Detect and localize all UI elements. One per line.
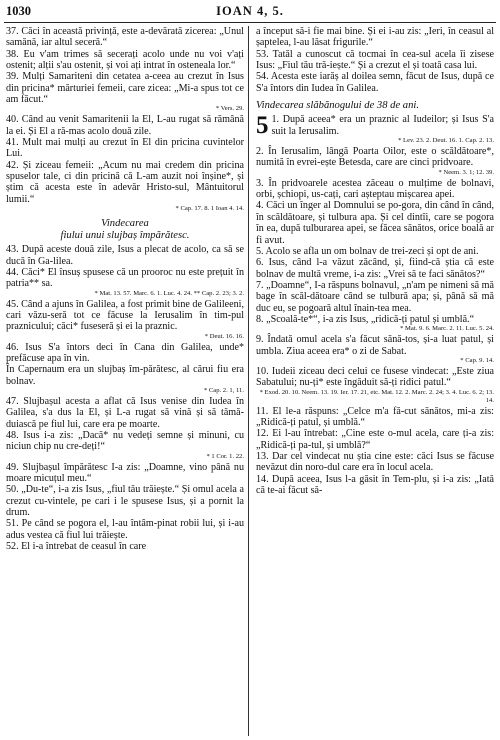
verse: 48. Isus i-a zis: „Dacă* nu vedeți semne și minuni, cu niciun chip nu cre-deți!“	[6, 429, 244, 453]
header-rule	[4, 22, 496, 23]
verse: 51. Pe când se pogora el, l-au întâm-pinat robii lui, și i-au adus vestea că fiul lui trăiește.	[6, 518, 244, 541]
verse: 8. „Scoală-te*“, i-a zis Isus, „ridică-ți patul și umblă.“	[256, 313, 475, 325]
column-divider	[248, 26, 249, 736]
verse: 14. După aceea, Isus l-a găsit în Tem-plu, și i-a zis: „Iată că te-ai făcut să-	[256, 473, 494, 497]
verse: 45. Când a ajuns în Galilea, a fost primit bine de Galileeni, cari văzu-seră tot ce făcuse la Ierusalim în tim-pul praznicului; căci* fuseseră și ei la praznic.	[6, 298, 244, 333]
chapter-opening	[256, 112, 494, 140]
verse-text: 1. După aceea* era un praznic al Iudeilor; și Isus S'a suit la Ierusalim.	[271, 114, 494, 137]
page-header	[6, 4, 494, 20]
verse: 38. Eu v'am trimes să secerați acolo unde nu voi v'ați ostenit; alții s'au ostenit, și voi ați intrat în osteneala lor.“	[6, 48, 244, 72]
verse: 9. Îndată omul acela s'a făcut sănă-tos, și-a luat patul, și umbla. Ziua aceea era* o zi de Sabat.	[256, 334, 494, 357]
cross-reference: * Mat. 13. 57. Marc. 6. 1. Luc. 4. 24. ** Cap. 2. 23; 3. 2.	[94, 289, 244, 297]
verse: 46. Isus S'a întors deci în Cana din Galilea, unde* prefăcuse apa în vin.	[6, 341, 244, 364]
cross-reference: * Cap. 9. 14.	[460, 356, 494, 364]
section-heading: fiului unui slujbaș împărătesc.	[60, 230, 190, 242]
verse: 49. Slujbașul împărătesc I-a zis: „Doamne, vino până nu moare micuțul meu.“	[6, 461, 244, 484]
chapter-number: 5	[256, 112, 269, 140]
verse: 4. Căci un înger al Domnului se po-gora, din când în când, în scăldătoare, și tulbura apa. Și cel dintîi, care se pogora în ea, după tulburarea apei, se făcea sănătos, orice boală ar fi avut.	[256, 200, 494, 246]
verse: În Capernaum era un slujbaș îm-părătesc, al cărui fiu era bolnav.	[6, 364, 244, 387]
verse: 44. Căci* El însuș spusese că un prooroc nu este prețuit în patria** sa.	[6, 266, 244, 290]
cross-reference: * Cap. 17. 8. 1 Ioan 4. 14.	[175, 205, 244, 213]
cross-reference: * Deut. 16. 16.	[204, 332, 244, 340]
verse: 52. El i-a întrebat de ceasul în care	[6, 541, 147, 553]
page-number: 1030	[6, 4, 31, 18]
verse: 6. Isus, când l-a văzut zăcând, și, fiind-că știa că este bolnav de multă vreme, i-a zis: „Vrei să te faci sănătos?“	[256, 257, 494, 280]
verse: 54. Acesta este iarăș al doilea semn, făcut de Isus, după ce S'a întors din Iudea în Galilea.	[256, 71, 494, 94]
verse: 40. Când au venit Samaritenii la El, L-au rugat să rămână la ei. Și El a ră-mas acolo două zile.	[6, 114, 244, 137]
section-heading: Vindecarea slăbănogului de 38 de ani.	[256, 100, 419, 112]
verse: 7. „Doamne“, I-a răspuns bolnavul, „n'am pe nimeni să mă bage în scăl-dătoare când se tulbură apa; și, până să mă duc eu, se pogoară altul înain-tea mea.	[256, 279, 494, 314]
right-column	[256, 26, 494, 738]
verse: 3. În pridvoarele acestea zăceau o mulțime de bolnavi, orbi, șchiopi, us-cați, cari așteptau mișcarea apei.	[256, 177, 494, 201]
running-head: IOAN 4, 5.	[216, 4, 284, 18]
verse: 53. Tatăl a cunoscut că tocmai în cea-sul acela îi zisese Isus: „Fiul tău tră-iește.“ Și a crezut el și toată casa lui.	[256, 48, 494, 72]
verse: a început să-i fie mai bine. Și ei i-au zis: „Ieri, în ceasul al șaptelea, l-au lăsat frigurile.“	[256, 26, 494, 49]
verse: 2. În Ierusalim, lângă Poarta Oilor, este o scăldătoare*, numită în evrei-ește Betesda, care are cinci pridvoare.	[256, 146, 494, 169]
left-column	[6, 26, 244, 738]
cross-reference: * Lev. 23. 2. Deut. 16. 1. Cap. 2. 13.	[398, 137, 494, 145]
section-heading: Vindecarea	[101, 218, 149, 230]
verse: 41. Mult mai mulți au crezut în El din pricina cuvintelor Lui.	[6, 137, 244, 160]
cross-reference: * Exod. 20. 10. Neem. 13. 19. Ier. 17. 21, etc. Mat. 12. 2. Marc. 2. 24; 3. 4. Luc. 6. 2; 13. 14.	[259, 388, 494, 404]
cross-reference: * Mat. 9. 6. Marc. 2. 11. Luc. 5. 24.	[400, 325, 494, 333]
verse: 42. Și ziceau femeii: „Acum nu mai credem din pricina spuselor tale, ci din pricină că L-am auzit noi înșine*, și știm că acesta este în adevăr Hristo-sul, Mântuitorul lumii.“	[6, 159, 244, 205]
verse: 12. Ei l-au întrebat: „Cine este o-mul acela, care ți-a zis: „Ridică-ți pa-tul, și umblă?“	[256, 428, 494, 451]
verse: 47. Slujbașul acesta a aflat că Isus venise din Iudea în Galilea, s'a dus la El, și L-a rugat să vină și să tămă-duiască pe fiul lui, care era pe moarte.	[6, 395, 244, 430]
verse: 50. „Du-te“, i-a zis Isus, „fiul tău trăiește.“ Și omul acela a crezut cu-vintele, pe cari i le spusese Isus, și a pornit la drum.	[6, 484, 244, 519]
verse: 5. Acolo se afla un om bolnav de trei-zeci și opt de ani.	[256, 245, 479, 257]
cross-reference: * Cap. 2. 1, 11.	[203, 386, 244, 394]
verse: 13. Dar cel vindecat nu știa cine este: căci Isus se făcuse nevăzut din noro-dul care era în locul acela.	[256, 451, 494, 474]
cross-reference: * 1 Cor. 1. 22.	[206, 452, 244, 460]
verse: 11. El le-a răspuns: „Celce m'a fă-cut sănătos, mi-a zis: „Ridică-ți patul, și umblă.“	[256, 405, 494, 428]
cross-reference: * Vers. 29.	[215, 105, 244, 113]
verse: 37. Căci în această privință, este a-devărată zicerea: „Unul samănă, iar altul seceră.“	[6, 26, 244, 49]
cross-reference: * Neem. 3. 1; 12. 39.	[438, 168, 494, 176]
verse: 10. Iudeii ziceau deci celui ce fusese vindecat: „Este ziua Sabatului; nu-ți* este îngăduit să-ți ridici patul.“	[256, 365, 494, 389]
verse: 39. Mulți Samariteni din cetatea a-ceea au crezut în Isus din pricina* mărturiei femeii, care zicea: „Mi-a spus tot ce am făcut.“	[6, 71, 244, 106]
verse: 43. După aceste două zile, Isus a plecat de acolo, ca să se ducă în Ga-lilea.	[6, 244, 244, 267]
